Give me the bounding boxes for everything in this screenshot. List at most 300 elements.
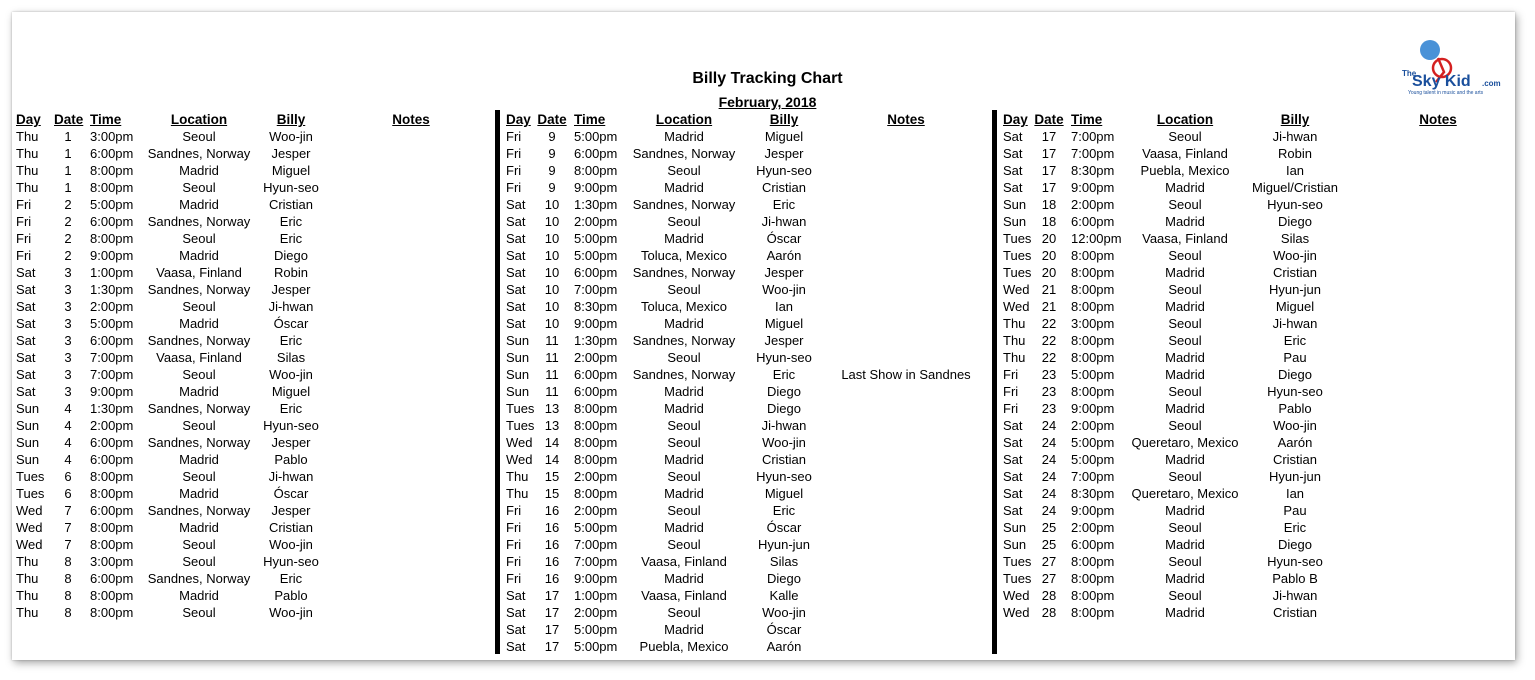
cell-time: 6:00pm — [90, 333, 134, 348]
cell-location: Queretaro, Mexico — [1131, 435, 1239, 450]
cell-time: 6:00pm — [574, 265, 618, 280]
cell-day: Wed — [16, 537, 43, 552]
header-date: Date — [537, 112, 567, 127]
cell-day: Sat — [16, 282, 36, 297]
cell-time: 2:00pm — [574, 469, 618, 484]
cell-day: Thu — [1003, 316, 1026, 331]
cell-billy: Pau — [1283, 503, 1307, 518]
cell-location: Sandnes, Norway — [632, 197, 736, 212]
header-day: Day — [16, 112, 41, 127]
cell-date: 11 — [545, 384, 559, 399]
cell-location: Madrid — [179, 588, 219, 603]
cell-location: Sandnes, Norway — [147, 214, 251, 229]
cell-date: 11 — [545, 333, 559, 348]
cell-time: 8:00pm — [1071, 350, 1115, 365]
cell-time: 8:00pm — [574, 452, 618, 467]
cell-location: Seoul — [667, 418, 701, 433]
cell-location: Seoul — [182, 231, 216, 246]
cell-day: Sun — [16, 435, 40, 450]
cell-day: Sat — [506, 588, 526, 603]
cell-location: Vaasa, Finland — [1142, 231, 1228, 246]
cell-time: 6:00pm — [574, 367, 618, 382]
header-date: Date — [1034, 112, 1064, 127]
header-location: Location — [655, 112, 713, 127]
cell-location: Seoul — [1168, 418, 1202, 433]
cell-date: 16 — [544, 571, 560, 586]
cell-time: 2:00pm — [574, 350, 618, 365]
cell-location: Madrid — [179, 486, 219, 501]
cell-date: 20 — [1041, 231, 1057, 246]
cell-location: Vaasa, Finland — [641, 588, 727, 603]
cell-day: Thu — [506, 469, 529, 484]
cell-day: Fri — [506, 503, 522, 518]
cell-day: Wed — [1003, 588, 1030, 603]
cell-billy: Miguel — [1275, 299, 1315, 314]
cell-time: 8:30pm — [1071, 486, 1115, 501]
cell-time: 2:00pm — [574, 503, 618, 518]
cell-location: Seoul — [182, 554, 216, 569]
cell-location: Madrid — [664, 622, 704, 637]
section-divider — [495, 110, 500, 654]
cell-time: 8:00pm — [574, 486, 618, 501]
cell-day: Fri — [16, 197, 32, 212]
cell-location: Madrid — [1165, 503, 1205, 518]
cell-time: 8:00pm — [1071, 282, 1115, 297]
cell-day: Sat — [1003, 452, 1023, 467]
cell-billy: Ian — [1285, 163, 1305, 178]
cell-day: Sat — [1003, 163, 1023, 178]
cell-date: 20 — [1041, 248, 1057, 263]
cell-location: Madrid — [664, 571, 704, 586]
cell-location: Sandnes, Norway — [147, 503, 251, 518]
cell-date: 1 — [64, 180, 72, 195]
cell-time: 1:00pm — [574, 588, 618, 603]
cell-location: Madrid — [1165, 605, 1205, 620]
cell-date: 7 — [64, 503, 72, 518]
cell-time: 3:00pm — [90, 554, 134, 569]
cell-billy: Woo-jin — [762, 605, 806, 620]
header-location: Location — [170, 112, 228, 127]
cell-day: Fri — [506, 520, 522, 535]
header-notes: Notes — [1419, 112, 1457, 127]
cell-date: 22 — [1041, 350, 1057, 365]
cell-date: 3 — [64, 333, 72, 348]
cell-time: 6:00pm — [90, 452, 134, 467]
cell-day: Sat — [506, 622, 526, 637]
cell-date: 20 — [1041, 265, 1057, 280]
header-day: Day — [506, 112, 531, 127]
cell-time: 8:00pm — [90, 588, 134, 603]
cell-day: Fri — [506, 537, 522, 552]
cell-time: 1:00pm — [90, 265, 134, 280]
cell-location: Seoul — [667, 469, 701, 484]
cell-date: 27 — [1041, 554, 1057, 569]
cell-billy: Hyun-seo — [756, 469, 812, 484]
cell-billy: Jesper — [764, 265, 804, 280]
cell-time: 8:00pm — [1071, 299, 1115, 314]
cell-day: Sat — [506, 316, 526, 331]
cell-date: 9 — [548, 146, 556, 161]
cell-billy: Jesper — [764, 146, 804, 161]
cell-day: Sat — [1003, 146, 1023, 161]
cell-day: Sat — [506, 231, 526, 246]
cell-day: Thu — [16, 163, 39, 178]
cell-location: Madrid — [664, 316, 704, 331]
cell-billy: Miguel — [271, 163, 311, 178]
header-time: Time — [90, 112, 122, 127]
cell-location: Madrid — [1165, 571, 1205, 586]
cell-time: 8:00pm — [1071, 605, 1115, 620]
cell-location: Seoul — [1168, 129, 1202, 144]
cell-time: 7:00pm — [1071, 146, 1115, 161]
cell-date: 8 — [64, 554, 72, 569]
cell-date: 16 — [544, 520, 560, 535]
cell-date: 7 — [64, 537, 72, 552]
cell-billy: Ji-hwan — [1272, 316, 1318, 331]
page-subtitle: February, 2018 — [718, 94, 817, 110]
skykid-logo-graphic — [1400, 38, 1510, 98]
cell-time: 7:00pm — [574, 554, 618, 569]
cell-day: Thu — [16, 554, 39, 569]
cell-time: 8:00pm — [90, 520, 134, 535]
cell-date: 8 — [64, 571, 72, 586]
page-title: Billy Tracking Chart — [692, 70, 843, 87]
cell-day: Sat — [506, 605, 526, 620]
cell-day: Sat — [16, 316, 36, 331]
cell-day: Tues — [1003, 554, 1032, 569]
cell-billy: Ji-hwan — [268, 469, 314, 484]
cell-location: Sandnes, Norway — [147, 435, 251, 450]
cell-day: Sun — [506, 350, 530, 365]
cell-date: 2 — [64, 231, 72, 246]
cell-time: 5:00pm — [1071, 367, 1115, 382]
cell-date: 24 — [1041, 503, 1057, 518]
cell-billy: Eric — [279, 231, 303, 246]
cell-date: 13 — [544, 418, 560, 433]
cell-day: Sat — [16, 367, 36, 382]
cell-billy: Hyun-seo — [263, 418, 319, 433]
cell-billy: Eric — [279, 571, 303, 586]
cell-billy: Woo-jin — [269, 129, 313, 144]
cell-day: Sat — [16, 350, 36, 365]
cell-billy: Ji-hwan — [761, 214, 807, 229]
cell-time: 9:00pm — [1071, 503, 1115, 518]
cell-billy: Aarón — [766, 639, 802, 654]
cell-notes: Last Show in Sandnes — [841, 367, 971, 382]
cell-time: 9:00pm — [90, 248, 134, 263]
cell-billy: Hyun-seo — [263, 180, 319, 195]
cell-day: Wed — [1003, 605, 1030, 620]
cell-location: Madrid — [1165, 367, 1205, 382]
cell-time: 5:00pm — [90, 316, 134, 331]
cell-location: Seoul — [1168, 520, 1202, 535]
cell-billy: Woo-jin — [762, 282, 806, 297]
cell-billy: Óscar — [273, 486, 309, 501]
cell-time: 9:00pm — [574, 180, 618, 195]
cell-location: Vaasa, Finland — [641, 554, 727, 569]
cell-time: 1:30pm — [574, 333, 618, 348]
cell-location: Seoul — [667, 214, 701, 229]
cell-day: Sun — [1003, 537, 1027, 552]
cell-date: 10 — [544, 214, 560, 229]
cell-day: Sun — [1003, 197, 1027, 212]
cell-billy: Diego — [274, 248, 308, 263]
cell-time: 5:00pm — [1071, 435, 1115, 450]
cell-location: Madrid — [1165, 350, 1205, 365]
cell-location: Seoul — [1168, 333, 1202, 348]
cell-date: 21 — [1041, 299, 1057, 314]
cell-date: 2 — [64, 214, 72, 229]
cell-time: 8:00pm — [90, 180, 134, 195]
section-divider — [992, 110, 997, 654]
cell-date: 11 — [545, 350, 559, 365]
cell-location: Madrid — [179, 520, 219, 535]
cell-billy: Cristian — [268, 197, 314, 212]
cell-time: 8:30pm — [574, 299, 618, 314]
cell-location: Sandnes, Norway — [147, 571, 251, 586]
header-billy: Billy — [1280, 112, 1310, 127]
cell-location: Madrid — [1165, 401, 1205, 416]
cell-date: 10 — [544, 197, 560, 212]
cell-date: 18 — [1041, 197, 1057, 212]
cell-location: Seoul — [182, 469, 216, 484]
cell-location: Sandnes, Norway — [632, 333, 736, 348]
cell-day: Fri — [1003, 384, 1019, 399]
cell-day: Fri — [506, 571, 522, 586]
cell-location: Sandnes, Norway — [147, 401, 251, 416]
cell-location: Vaasa, Finland — [1142, 146, 1228, 161]
cell-billy: Cristian — [761, 180, 807, 195]
cell-day: Tues — [1003, 231, 1032, 246]
cell-time: 3:00pm — [1071, 316, 1115, 331]
cell-billy: Ji-hwan — [268, 299, 314, 314]
cell-time: 6:00pm — [90, 146, 134, 161]
cell-billy: Jesper — [271, 282, 311, 297]
cell-location: Sandnes, Norway — [632, 146, 736, 161]
cell-location: Madrid — [664, 384, 704, 399]
cell-location: Seoul — [1168, 248, 1202, 263]
cell-day: Wed — [16, 520, 43, 535]
cell-time: 5:00pm — [574, 622, 618, 637]
cell-day: Tues — [1003, 571, 1032, 586]
cell-date: 2 — [64, 197, 72, 212]
header-time: Time — [1071, 112, 1103, 127]
cell-date: 1 — [64, 146, 72, 161]
cell-billy: Óscar — [273, 316, 309, 331]
cell-time: 8:00pm — [574, 401, 618, 416]
cell-location: Madrid — [179, 197, 219, 212]
cell-day: Tues — [16, 486, 45, 501]
header-day: Day — [1003, 112, 1028, 127]
cell-time: 7:00pm — [574, 282, 618, 297]
cell-billy: Woo-jin — [762, 435, 806, 450]
cell-location: Sandnes, Norway — [632, 265, 736, 280]
cell-location: Seoul — [182, 367, 216, 382]
cell-day: Sat — [1003, 129, 1023, 144]
cell-date: 7 — [64, 520, 72, 535]
cell-day: Sat — [1003, 418, 1023, 433]
cell-billy: Silas — [276, 350, 306, 365]
cell-day: Fri — [16, 214, 32, 229]
cell-billy: Aarón — [766, 248, 802, 263]
logo-text-the: The — [1402, 69, 1417, 78]
cell-location: Madrid — [179, 316, 219, 331]
cell-billy: Woo-jin — [269, 605, 313, 620]
cell-time: 9:00pm — [1071, 180, 1115, 195]
cell-location: Sandnes, Norway — [147, 146, 251, 161]
cell-billy: Miguel/Cristian — [1252, 180, 1338, 195]
cell-date: 4 — [64, 401, 72, 416]
cell-location: Seoul — [1168, 554, 1202, 569]
cell-location: Madrid — [664, 180, 704, 195]
cell-date: 10 — [544, 265, 560, 280]
cell-time: 5:00pm — [574, 129, 618, 144]
cell-date: 10 — [544, 316, 560, 331]
cell-billy: Óscar — [766, 520, 802, 535]
cell-time: 6:00pm — [90, 435, 134, 450]
cell-billy: Pau — [1283, 350, 1307, 365]
cell-billy: Hyun-seo — [756, 350, 812, 365]
cell-day: Tues — [1003, 265, 1032, 280]
cell-time: 1:30pm — [90, 282, 134, 297]
cell-date: 22 — [1041, 333, 1057, 348]
cell-time: 1:30pm — [90, 401, 134, 416]
cell-day: Thu — [1003, 350, 1026, 365]
cell-date: 28 — [1041, 588, 1057, 603]
cell-location: Madrid — [179, 452, 219, 467]
cell-time: 9:00pm — [574, 316, 618, 331]
cell-billy: Óscar — [766, 622, 802, 637]
cell-date: 4 — [64, 435, 72, 450]
header-notes: Notes — [887, 112, 925, 127]
skykid-logo — [1400, 38, 1510, 98]
cell-date: 3 — [64, 265, 72, 280]
cell-location: Vaasa, Finland — [156, 350, 242, 365]
cell-location: Madrid — [664, 520, 704, 535]
cell-location: Seoul — [667, 350, 701, 365]
cell-location: Madrid — [179, 384, 219, 399]
cell-day: Sun — [506, 367, 530, 382]
cell-date: 21 — [1041, 282, 1057, 297]
cell-time: 7:00pm — [90, 350, 134, 365]
cell-time: 8:00pm — [90, 163, 134, 178]
cell-billy: Cristian — [761, 452, 807, 467]
cell-date: 9 — [548, 163, 556, 178]
cell-date: 14 — [544, 452, 560, 467]
cell-day: Sat — [1003, 469, 1023, 484]
cell-time: 2:00pm — [574, 605, 618, 620]
cell-location: Sandnes, Norway — [147, 282, 251, 297]
cell-billy: Jesper — [271, 503, 311, 518]
cell-time: 5:00pm — [1071, 452, 1115, 467]
cell-billy: Hyun-jun — [1268, 469, 1322, 484]
cell-location: Seoul — [182, 180, 216, 195]
cell-time: 8:30pm — [1071, 163, 1115, 178]
cell-day: Sat — [16, 265, 36, 280]
cell-date: 17 — [1041, 129, 1057, 144]
cell-time: 6:00pm — [574, 146, 618, 161]
cell-billy: Miguel — [764, 316, 804, 331]
cell-location: Madrid — [179, 248, 219, 263]
cell-location: Toluca, Mexico — [641, 248, 727, 263]
cell-day: Fri — [506, 554, 522, 569]
cell-day: Sun — [1003, 520, 1027, 535]
cell-billy: Ji-hwan — [1272, 588, 1318, 603]
cell-location: Seoul — [667, 537, 701, 552]
cell-billy: Hyun-jun — [757, 537, 811, 552]
cell-date: 25 — [1041, 537, 1057, 552]
cell-location: Sandnes, Norway — [147, 333, 251, 348]
cell-date: 24 — [1041, 486, 1057, 501]
cell-location: Madrid — [664, 401, 704, 416]
cell-date: 23 — [1041, 367, 1057, 382]
cell-date: 22 — [1041, 316, 1057, 331]
cell-billy: Ian — [774, 299, 794, 314]
cell-time: 8:00pm — [574, 418, 618, 433]
cell-day: Fri — [506, 146, 522, 161]
cell-location: Madrid — [1165, 537, 1205, 552]
logo-tagline: Young talent in music and the arts — [1408, 90, 1484, 96]
cell-location: Seoul — [182, 129, 216, 144]
cell-billy: Pablo — [1278, 401, 1312, 416]
cell-date: 8 — [64, 605, 72, 620]
cell-day: Thu — [16, 129, 39, 144]
cell-billy: Eric — [772, 503, 796, 518]
cell-date: 8 — [64, 588, 72, 603]
cell-day: Sat — [506, 214, 526, 229]
cell-billy: Jesper — [271, 435, 311, 450]
cell-location: Seoul — [1168, 588, 1202, 603]
cell-time: 5:00pm — [90, 197, 134, 212]
cell-billy: Miguel — [764, 486, 804, 501]
cell-billy: Pablo B — [1272, 571, 1318, 586]
cell-billy: Diego — [1278, 367, 1312, 382]
cell-billy: Eric — [772, 197, 796, 212]
cell-location: Madrid — [664, 486, 704, 501]
cell-billy: Hyun-seo — [1267, 197, 1323, 212]
cell-time: 8:00pm — [1071, 588, 1115, 603]
header-billy: Billy — [769, 112, 799, 127]
cell-time: 2:00pm — [574, 214, 618, 229]
cell-time: 8:00pm — [1071, 265, 1115, 280]
cell-day: Thu — [16, 180, 39, 195]
cell-billy: Eric — [279, 333, 303, 348]
cell-billy: Eric — [1283, 520, 1307, 535]
cell-time: 6:00pm — [90, 214, 134, 229]
cell-day: Sat — [1003, 503, 1023, 518]
cell-billy: Eric — [279, 401, 303, 416]
cell-location: Seoul — [667, 503, 701, 518]
cell-day: Sun — [16, 418, 40, 433]
cell-day: Fri — [16, 231, 32, 246]
cell-billy: Aarón — [1277, 435, 1313, 450]
cell-date: 16 — [544, 537, 560, 552]
cell-billy: Miguel — [271, 384, 311, 399]
cell-date: 16 — [544, 554, 560, 569]
cell-day: Fri — [506, 180, 522, 195]
cell-date: 10 — [544, 248, 560, 263]
cell-date: 25 — [1041, 520, 1057, 535]
cell-day: Sun — [16, 452, 40, 467]
cell-time: 8:00pm — [1071, 248, 1115, 263]
cell-location: Madrid — [1165, 452, 1205, 467]
cell-day: Sun — [1003, 214, 1027, 229]
cell-day: Fri — [506, 129, 522, 144]
cell-day: Tues — [16, 469, 45, 484]
cell-location: Puebla, Mexico — [1140, 163, 1230, 178]
cell-date: 16 — [544, 503, 560, 518]
cell-day: Wed — [506, 452, 533, 467]
